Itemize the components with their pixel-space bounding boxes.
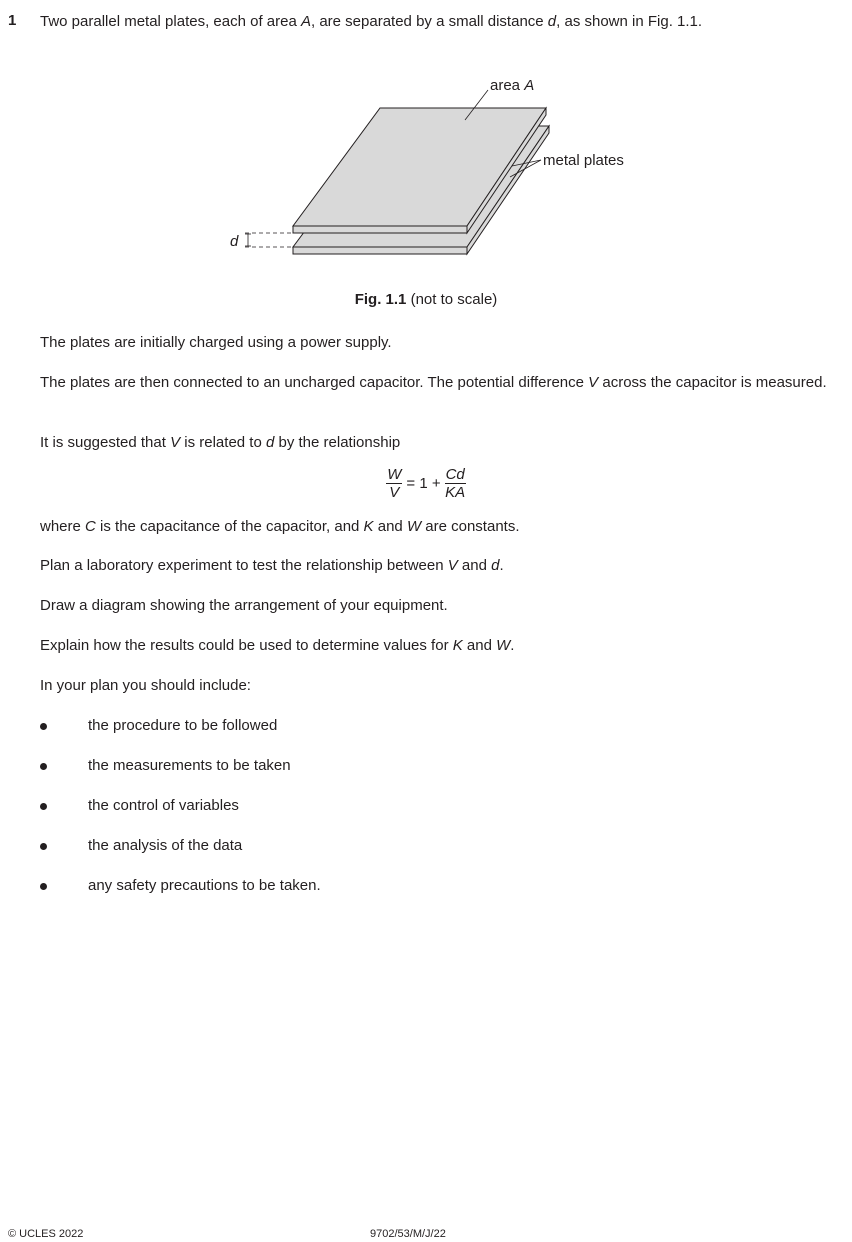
question-number: 1 (8, 12, 17, 29)
top-plate (293, 108, 546, 233)
lhs-denominator: V (389, 484, 400, 501)
paragraph-explain: Explain how the results could be used to determine values for K and W. (40, 637, 515, 654)
equation (0, 466, 852, 506)
paragraph-connection: The plates are then connected to an uncharged capacitor. The potential difference V across the capacitor is measured. (40, 374, 827, 391)
rhs-denominator: KA (445, 484, 466, 501)
bullet-text: the analysis of the data (88, 837, 243, 854)
figure-caption (0, 291, 852, 308)
paragraph-charging: The plates are initially charged using a power supply. (40, 334, 392, 351)
caption-label: Fig. 1.1 (354, 291, 407, 308)
bullet-text: the measurements to be taken (88, 757, 291, 774)
paragraph-include: In your plan you should include: (40, 677, 251, 694)
rhs-numerator: Cd (445, 466, 465, 483)
caption-note: (not to scale) (406, 291, 498, 308)
paragraph-constants: where C is the capacitance of the capacitor, and K and W are constants. (40, 518, 520, 535)
bullet-text: the control of variables (88, 797, 239, 814)
label-area: area A (490, 77, 535, 94)
lhs-fraction (386, 466, 402, 501)
parallel-plates-diagram (210, 72, 650, 272)
bullet-text: any safety precautions to be taken. (88, 877, 321, 894)
parallel-plates-figure (210, 72, 650, 272)
bullet-dot-icon (40, 883, 47, 890)
paragraph-relationship: It is suggested that V is related to d by the relationship (40, 434, 401, 451)
bullet-text: the procedure to be followed (88, 717, 278, 734)
rhs-fraction (445, 466, 466, 501)
bullet-dot-icon (40, 763, 47, 770)
question-intro: Two parallel metal plates, each of area A, are separated by a small distance d, as shown in Fig. 1.1. (40, 13, 703, 30)
equation-middle: = 1 + (406, 475, 441, 492)
bullet-dot-icon (40, 843, 47, 850)
footer-code: 9702/53/M/J/22 (370, 1228, 446, 1240)
paragraph-plan: Plan a laboratory experiment to test the relationship between V and d. (40, 557, 504, 574)
bullet-dot-icon (40, 723, 47, 730)
lhs-numerator: W (387, 466, 402, 483)
label-metal-plates: metal plates (543, 152, 624, 169)
separation-marker (245, 233, 293, 247)
bullet-dot-icon (40, 803, 47, 810)
label-d: d (230, 233, 239, 250)
footer-copyright: © UCLES 2022 (8, 1228, 84, 1240)
paragraph-diagram: Draw a diagram showing the arrangement of your equipment. (40, 597, 448, 614)
